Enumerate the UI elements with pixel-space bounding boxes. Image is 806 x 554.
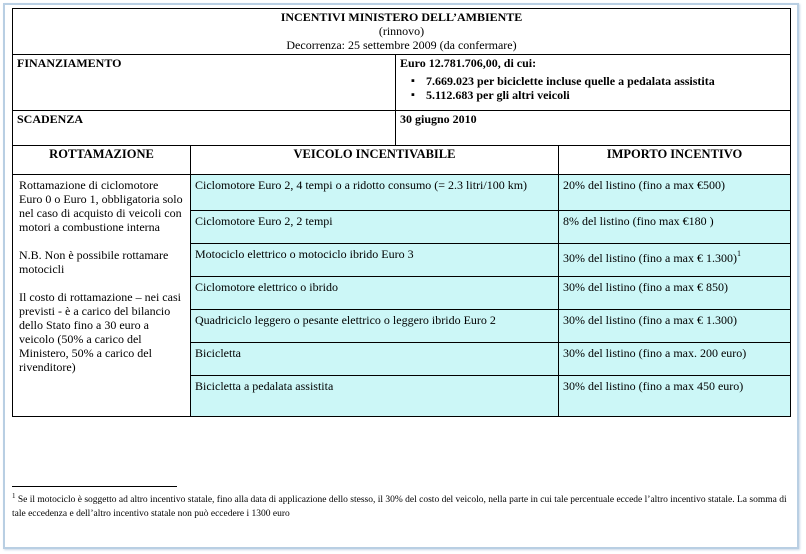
amount-cell bbox=[559, 244, 791, 277]
finanziamento-list bbox=[400, 74, 786, 102]
amount-cell: 30% del listino (fino a max € 850) bbox=[559, 277, 791, 310]
finanziamento-item: ▪ 7.669.023 per biciclette incluse quelle a pedalata assistita bbox=[426, 74, 786, 88]
rottamazione-note: N.B. Non è possibile rottamare motocicli bbox=[19, 248, 169, 276]
finanziamento-value-cell bbox=[396, 55, 791, 111]
decorrenza-text: Decorrenza: 25 settembre 2009 (da confermare) bbox=[286, 38, 517, 52]
vehicle-cell: Bicicletta a pedalata assistita bbox=[191, 376, 559, 417]
amount-cell: 30% del listino (fino a max € 1.300) bbox=[559, 310, 791, 343]
rottamazione-text: Rottamazione di ciclomotore Euro 0 o Euro 1, obbligatoria solo nel caso di acquisto di veicoli con motori a combustione interna bbox=[19, 178, 183, 234]
scadenza-label: SCADENZA bbox=[13, 111, 396, 146]
vehicle-cell: Ciclomotore elettrico o ibrido bbox=[191, 277, 559, 310]
finanziamento-label: FINANZIAMENTO bbox=[13, 55, 396, 111]
rottamazione-cost: Il costo di rottamazione – nei casi previsti - è a carico del bilancio dello Stato fino a 30 euro a veicolo (50% a carico del Ministero, 50% a carico del rivenditore) bbox=[19, 290, 181, 374]
footnote-separator bbox=[12, 486, 177, 487]
vehicles-table bbox=[12, 145, 791, 417]
footnote-text: Se il motociclo è soggetto ad altro incentivo statale, fino alla data di applicazione dello stesso, il 30% del costo del veicolo, nella parte in cui tale percentuale eccede l’altro incentivo statale. La somma di tale eccedenza e dell’altro incentivo statale non può eccedere i 1300 euro bbox=[12, 495, 787, 519]
header-rottamazione: ROTTAMAZIONE bbox=[13, 146, 191, 175]
scadenza-value: 30 giugno 2010 bbox=[396, 111, 791, 146]
title-cell bbox=[13, 9, 791, 55]
incentives-info-table bbox=[12, 8, 791, 146]
amount-cell: 8% del listino (fino max €180 ) bbox=[559, 211, 791, 244]
footnote-marker: 1 bbox=[12, 492, 16, 500]
table-row bbox=[13, 175, 791, 211]
finanziamento-total: Euro 12.781.706,00, di cui: bbox=[400, 56, 537, 70]
scadenza-row bbox=[13, 111, 791, 146]
document-title: INCENTIVI MINISTERO DELL’AMBIENTE bbox=[280, 10, 523, 24]
vehicle-cell: Ciclomotore Euro 2, 2 tempi bbox=[191, 211, 559, 244]
header-veicolo: VEICOLO INCENTIVABILE bbox=[191, 146, 559, 175]
amount-cell: 30% del listino (fino a max 450 euro) bbox=[559, 376, 791, 417]
vehicle-cell: Bicicletta bbox=[191, 343, 559, 376]
vehicle-cell: Motociclo elettrico o motociclo ibrido Euro 3 bbox=[191, 244, 559, 277]
amount-text: 30% del listino (fino a max € 1.300) bbox=[563, 251, 737, 265]
rottamazione-cell bbox=[13, 175, 191, 417]
amount-cell: 20% del listino (fino a max €500) bbox=[559, 175, 791, 211]
vehicle-cell: Quadriciclo leggero o pesante elettrico o leggero ibrido Euro 2 bbox=[191, 310, 559, 343]
table-header-row bbox=[13, 146, 791, 175]
finanziamento-item: ▪ 5.112.683 per gli altri veicoli bbox=[426, 88, 786, 102]
footnote-ref: 1 bbox=[736, 249, 741, 258]
document-page bbox=[12, 8, 790, 417]
document-subtitle: (rinnovo) bbox=[378, 24, 425, 38]
finanziamento-row bbox=[13, 55, 791, 111]
amount-cell: 30% del listino (fino a max. 200 euro) bbox=[559, 343, 791, 376]
footnote bbox=[12, 489, 788, 521]
vehicle-cell: Ciclomotore Euro 2, 4 tempi o a ridotto consumo (= 2.3 litri/100 km) bbox=[191, 175, 559, 211]
title-row bbox=[13, 9, 791, 55]
header-importo: IMPORTO INCENTIVO bbox=[559, 146, 791, 175]
